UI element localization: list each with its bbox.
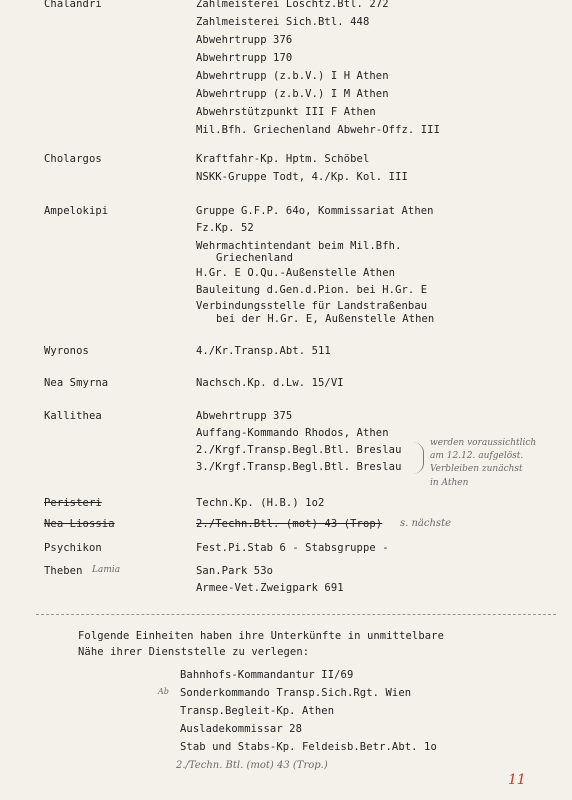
place-peristeri: Peristeri: [44, 497, 102, 509]
place-cholargos: Cholargos: [44, 153, 102, 165]
place-nea-liossia: Nea Liossia: [44, 518, 115, 530]
unit-line: 2./Krgf.Transp.Begl.Btl. Breslau: [196, 444, 402, 456]
relocate-item: Ausladekommissar 28: [180, 723, 303, 735]
unit-line: 3./Krgf.Transp.Begl.Btl. Breslau: [196, 461, 402, 473]
intro-line: Nähe ihrer Dienststelle zu verlegen:: [78, 646, 310, 658]
unit-line: Techn.Kp. (H.B.) 1o2: [196, 497, 325, 509]
unit-line: Abwehrtrupp (z.b.V.) I M Athen: [196, 88, 389, 100]
unit-line: bei der H.Gr. E, Außenstelle Athen: [216, 313, 435, 325]
handwritten-note: Verbleiben zunächst: [430, 464, 523, 474]
unit-line: Zahlmeisterei Löschtz.Btl. 272: [196, 0, 389, 10]
unit-line: Abwehrtrupp 170: [196, 52, 293, 64]
intro-line: Folgende Einheiten haben ihre Unterkünfte in unmittelbare: [78, 630, 445, 642]
place-kallithea: Kallithea: [44, 410, 102, 422]
unit-line: Gruppe G.F.P. 64o, Kommissariat Athen: [196, 205, 434, 217]
unit-line: Zahlmeisterei Sich.Btl. 448: [196, 16, 370, 28]
unit-line: Abwehrstützpunkt III F Athen: [196, 106, 376, 118]
unit-line: Auffang-Kommando Rhodos, Athen: [196, 427, 389, 439]
handwritten-note: werden voraussichtlich: [430, 438, 537, 448]
unit-line: 2./Techn.Btl. (mot) 43 (Trop): [196, 518, 383, 530]
unit-line: Wehrmachtintendant beim Mil.Bfh.: [196, 240, 402, 252]
unit-line: San.Park 53o: [196, 565, 274, 577]
handwritten-note: Lamia: [92, 565, 121, 575]
unit-line: Verbindungsstelle für Landstraßenbau: [196, 300, 428, 312]
place-wyronos: Wyronos: [44, 345, 89, 357]
handwritten-brace: [413, 442, 424, 474]
unit-line: Mil.Bfh. Griechenland Abwehr-Offz. III: [196, 124, 441, 136]
place-psychikon: Psychikon: [44, 542, 102, 554]
unit-line: Abwehrtrupp 376: [196, 34, 293, 46]
handwritten-footer: 2./Techn. Btl. (mot) 43 (Trop.): [176, 760, 328, 771]
place-theben: Theben: [44, 565, 83, 577]
unit-line: Fest.Pi.Stab 6 - Stabsgruppe -: [196, 542, 389, 554]
unit-line: Griechenland: [216, 252, 294, 264]
unit-line: Kraftfahr-Kp. Hptm. Schöbel: [196, 153, 370, 165]
handwritten-note: in Athen: [430, 478, 469, 488]
place-chalandri: Chalandri: [44, 0, 102, 10]
handwritten-note: Ab: [158, 687, 169, 696]
page-number: 11: [508, 772, 526, 788]
unit-line: NSKK-Gruppe Todt, 4./Kp. Kol. III: [196, 171, 408, 183]
handwritten-note: am 12.12. aufgelöst.: [430, 451, 524, 461]
place-ampelokipi: Ampelokipi: [44, 205, 109, 217]
unit-line: 4./Kr.Transp.Abt. 511: [196, 345, 331, 357]
relocate-item: Bahnhofs-Kommandantur II/69: [180, 669, 354, 681]
unit-line: Fz.Kp. 52: [196, 222, 254, 234]
section-divider: [36, 614, 556, 615]
unit-line: H.Gr. E O.Qu.-Außenstelle Athen: [196, 267, 396, 279]
unit-line: Nachsch.Kp. d.Lw. 15/VI: [196, 377, 344, 389]
unit-line: Abwehrtrupp 375: [196, 410, 293, 422]
relocate-item: Sonderkommando Transp.Sich.Rgt. Wien: [180, 687, 412, 699]
handwritten-note: s. nächste: [400, 518, 452, 529]
place-nea-smyrna: Nea Smyrna: [44, 377, 109, 389]
unit-line: Bauleitung d.Gen.d.Pion. bei H.Gr. E: [196, 284, 428, 296]
unit-line: Abwehrtrupp (z.b.V.) I H Athen: [196, 70, 389, 82]
relocate-item: Stab und Stabs-Kp. Feldeisb.Betr.Abt. 1o: [180, 741, 437, 753]
relocate-item: Transp.Begleit-Kp. Athen: [180, 705, 335, 717]
unit-line: Armee-Vet.Zweigpark 691: [196, 582, 344, 594]
